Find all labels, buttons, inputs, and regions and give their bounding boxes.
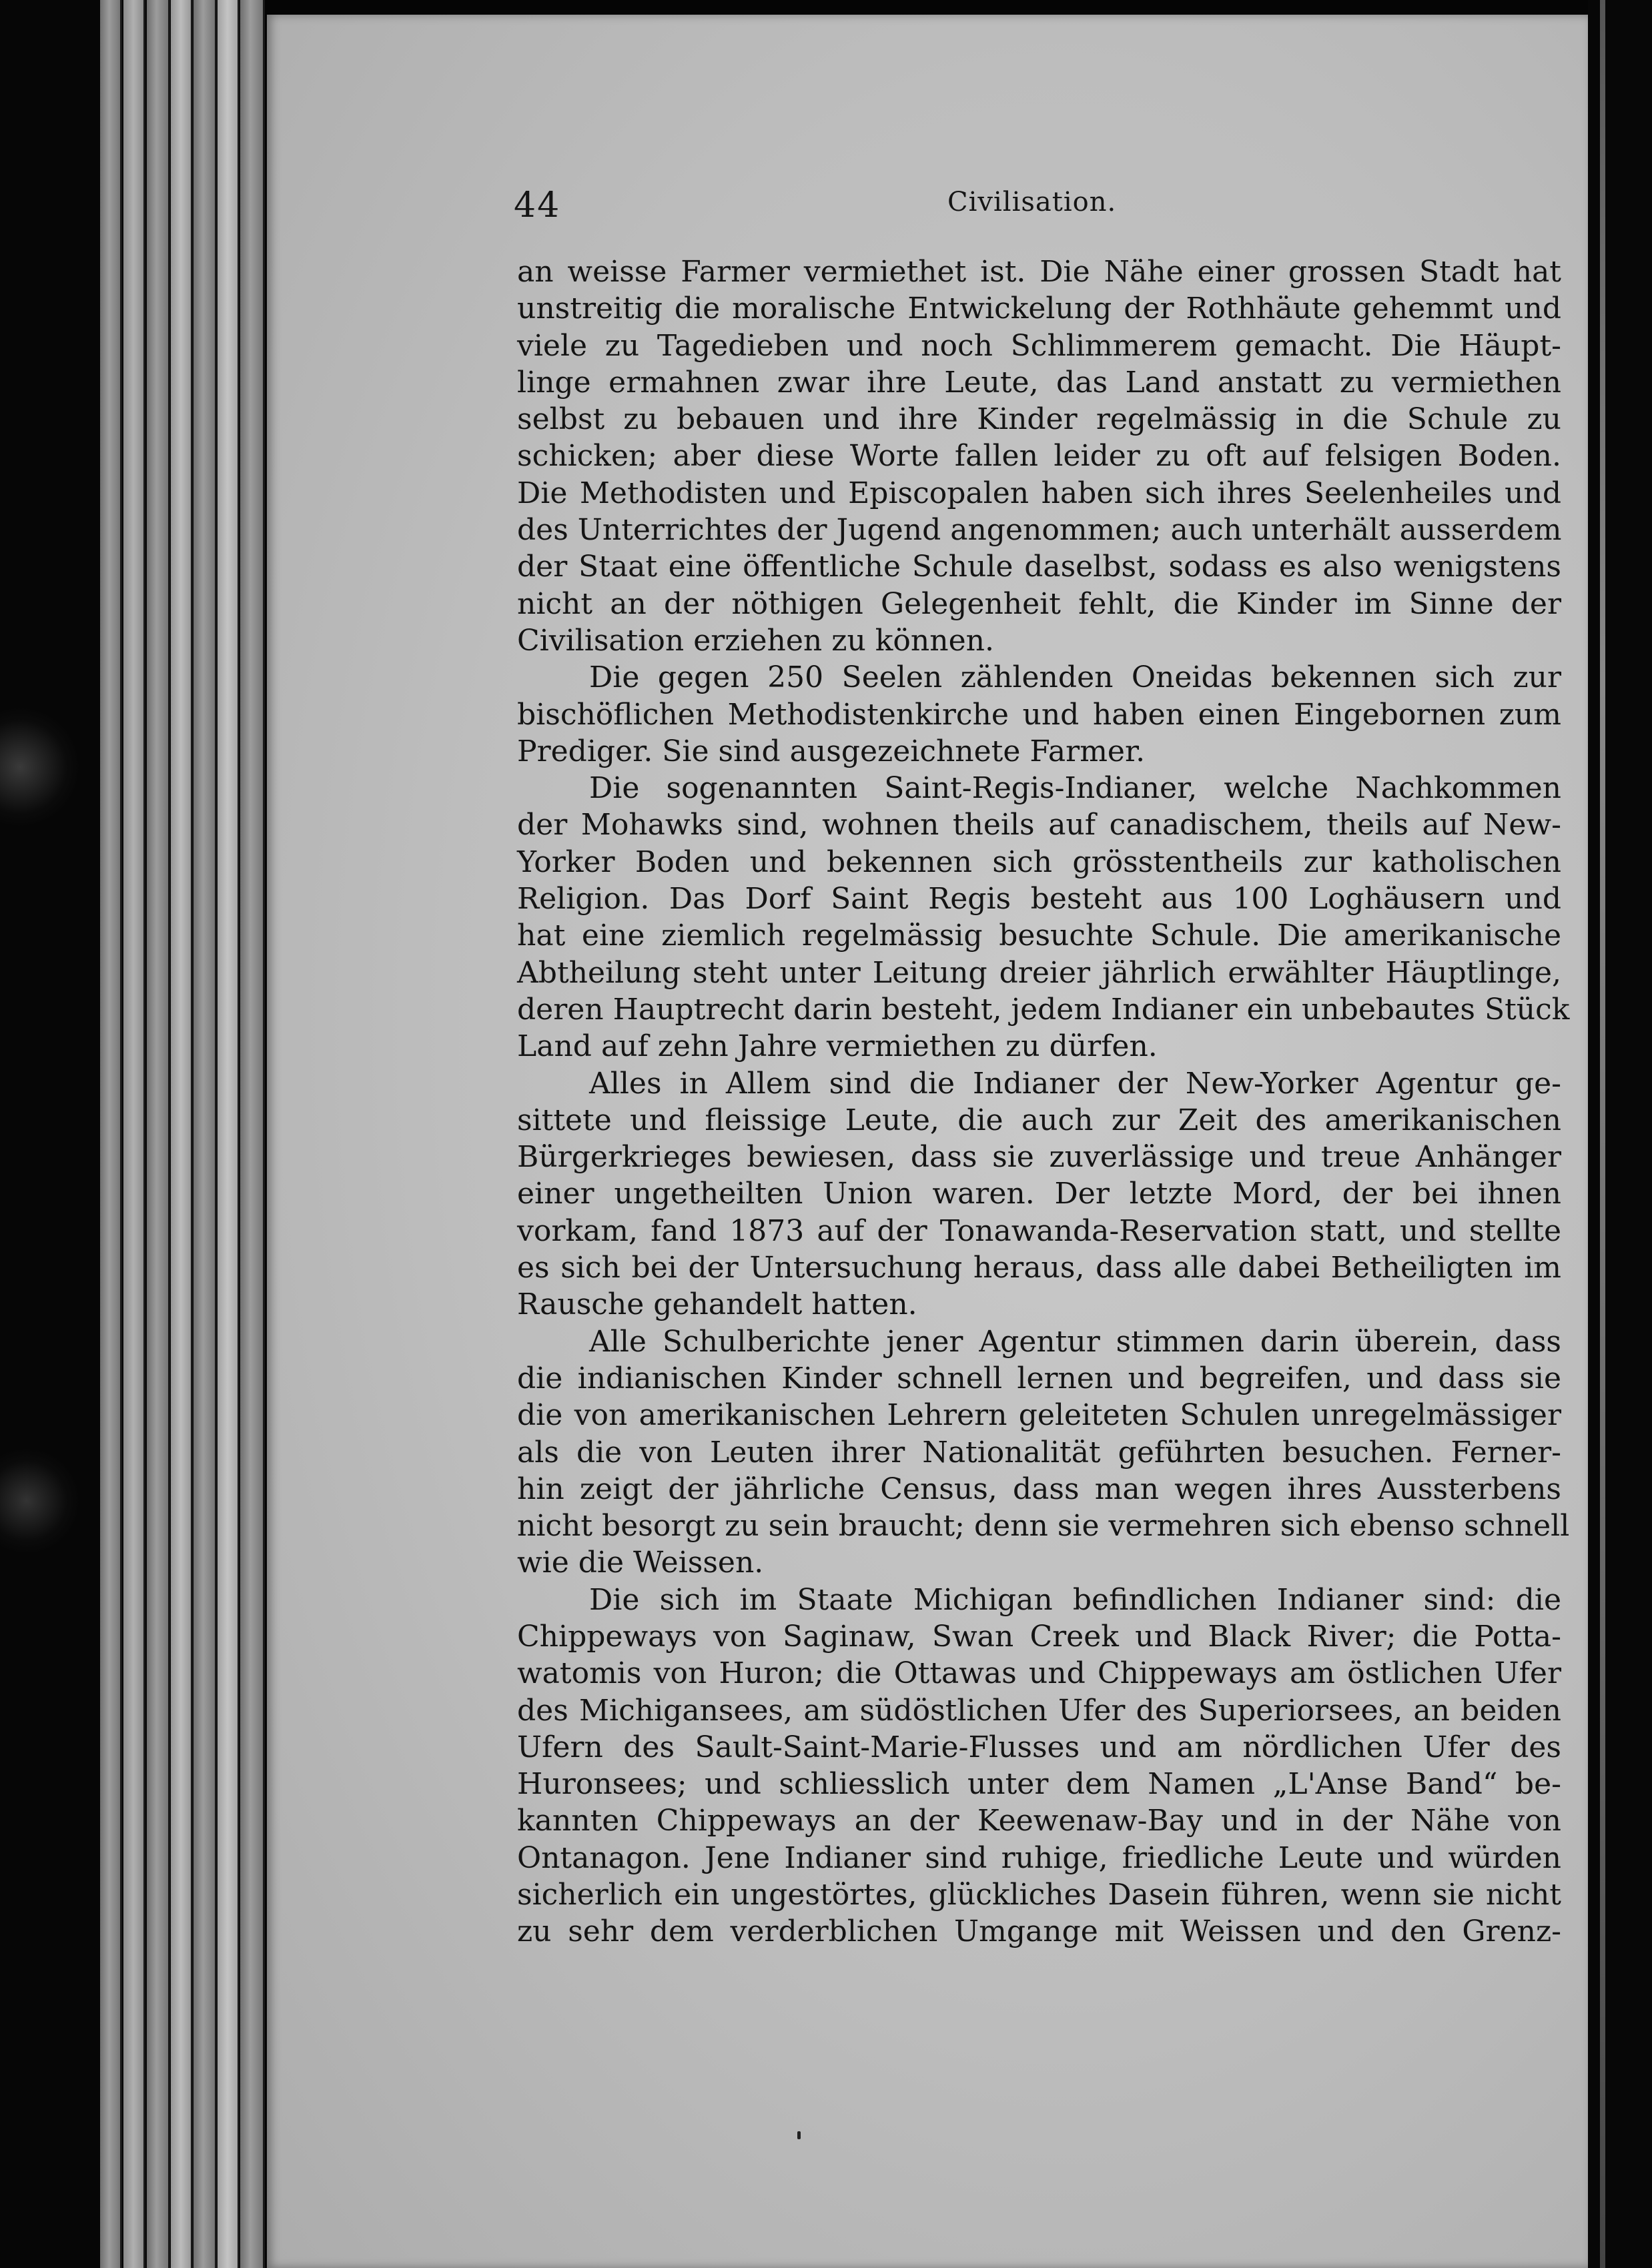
scan-right-margin xyxy=(1588,0,1652,2268)
text-line: wie die Weissen. xyxy=(517,1546,764,1580)
text-line: Abtheilung steht unter Leitung dreier jährlich erwählter Häuptlinge, xyxy=(517,955,1561,990)
text-line: Rausche gehandelt hatten. xyxy=(517,1287,917,1322)
text-line: Die Methodisten und Episcopalen haben sich ihres Seelenheiles und xyxy=(517,476,1561,510)
ink-speck xyxy=(797,2131,801,2139)
text-line: schicken; aber diese Worte fallen leider zu oft auf felsigen Boden. xyxy=(517,439,1561,474)
text-line: nicht an der nöthigen Gelegenheit fehlt, die Kinder im Sinne der xyxy=(517,586,1561,621)
text-line: Bürgerkrieges bewiesen, dass sie zuverlässige und treue Anhänger xyxy=(517,1140,1561,1175)
text-line: Religion. Das Dorf Saint Regis besteht aus 100 Loghäusern und xyxy=(517,882,1561,917)
text-line: linge ermahnen zwar ihre Leute, das Land anstatt zu vermiethen xyxy=(517,365,1561,400)
page-edge xyxy=(171,0,193,2268)
text-line: hin zeigt der jährliche Census, dass man wegen ihres Aussterbens xyxy=(517,1472,1561,1506)
text-line: Huronsees; und schliesslich unter dem Namen „L'Anse Band“ be- xyxy=(517,1767,1561,1802)
text-line: Land auf zehn Jahre vermiethen zu dürfen. xyxy=(517,1029,1158,1064)
text-line: zu sehr dem verderblichen Umgange mit Weissen und den Grenz- xyxy=(517,1914,1561,1949)
text-line: Civilisation erziehen zu können. xyxy=(517,623,994,658)
text-line: der Mohawks sind, wohnen theils auf canadischem, theils auf New- xyxy=(517,808,1561,842)
page-number: 44 xyxy=(514,185,561,225)
text-line: deren Hauptrecht darin besteht, jedem Indianer ein unbebautes Stück xyxy=(517,992,1570,1027)
page-edge xyxy=(240,0,265,2268)
book-cover-edge xyxy=(1600,0,1605,2268)
text-line: Yorker Boden und bekennen sich grösstentheils zur katholischen xyxy=(517,844,1561,879)
text-line: nicht besorgt zu sein braucht; denn sie vermehren sich ebenso schnell xyxy=(517,1509,1570,1544)
body-text xyxy=(517,253,1570,1950)
running-head xyxy=(514,185,1575,232)
text-line: unstreitig die moralische Entwickelung der Rothhäute gehemmt und xyxy=(517,292,1561,326)
text-line: die indianischen Kinder schnell lernen und begreifen, und dass sie xyxy=(517,1361,1561,1395)
text-line: Ufern des Sault-Saint-Marie-Flusses und am nördlichen Ufer des xyxy=(517,1730,1561,1764)
text-line: der Staat eine öffentliche Schule daselbst, sodass es also wenigstens xyxy=(517,550,1561,584)
text-line: einer ungetheilten Union waren. Der letzte Mord, der bei ihnen xyxy=(517,1177,1561,1211)
page-edge xyxy=(193,0,217,2268)
text-line: sicherlich ein ungestörtes, glückliches Dasein führen, wenn sie nicht xyxy=(517,1878,1561,1912)
text-line: an weisse Farmer vermiethet ist. Die Nähe einer grossen Stadt hat xyxy=(517,255,1561,289)
running-title: Civilisation. xyxy=(947,187,1117,217)
text-line: des Unterrichtes der Jugend angenommen; auch unterhält ausserdem xyxy=(517,513,1562,548)
page-edge xyxy=(147,0,170,2268)
page-edge xyxy=(100,0,122,2268)
text-line: viele zu Tagedieben und noch Schlimmerem gemacht. Die Häupt- xyxy=(517,328,1561,363)
text-line: bischöflichen Methodistenkirche und haben einen Eingebornen zum xyxy=(517,697,1561,732)
page-edge xyxy=(123,0,145,2268)
text-line: die von amerikanischen Lehrern geleiteten Schulen unregelmässiger xyxy=(517,1398,1561,1433)
text-line: selbst zu bebauen und ihre Kinder regelmässig in die Schule zu xyxy=(517,402,1561,437)
text-line: hat eine ziemlich regelmässig besuchte Schule. Die amerikanische xyxy=(517,919,1561,953)
text-line: Die sich im Staate Michigan befindlichen Indianer sind: die xyxy=(589,1582,1561,1617)
text-line: kannten Chippeways an der Keewenaw-Bay und in der Nähe von xyxy=(517,1804,1561,1838)
text-line: Alle Schulberichte jener Agentur stimmen darin überein, dass xyxy=(589,1324,1561,1359)
page-edge xyxy=(218,0,240,2268)
text-line: Die sogenannten Saint-Regis-Indianer, welche Nachkommen xyxy=(589,771,1561,806)
text-line: als die von Leuten ihrer Nationalität geführten besuchen. Ferner- xyxy=(517,1435,1561,1470)
text-line: watomis von Huron; die Ottawas und Chippeways am östlichen Ufer xyxy=(517,1656,1561,1691)
text-line: Prediger. Sie sind ausgezeichnete Farmer. xyxy=(517,734,1146,768)
text-line: Chippeways von Saginaw, Swan Creek und Black River; die Potta- xyxy=(517,1619,1561,1654)
text-line: des Michigansees, am südöstlichen Ufer des Superiorsees, an beiden xyxy=(517,1693,1561,1728)
scan-background xyxy=(0,0,100,2268)
text-line: vorkam, fand 1873 auf der Tonawanda-Reservation statt, und stellte xyxy=(517,1213,1561,1248)
text-line: sittete und fleissige Leute, die auch zur Zeit des amerikanischen xyxy=(517,1103,1561,1137)
text-line: Die gegen 250 Seelen zählenden Oneidas bekennen sich zur xyxy=(589,660,1561,695)
text-line: es sich bei der Untersuchung heraus, dass alle dabei Betheiligten im xyxy=(517,1251,1561,1285)
text-line: Alles in Allem sind die Indianer der New-Yorker Agentur ge- xyxy=(589,1066,1561,1101)
text-line: Ontanagon. Jene Indianer sind ruhige, friedliche Leute und würden xyxy=(517,1840,1561,1875)
